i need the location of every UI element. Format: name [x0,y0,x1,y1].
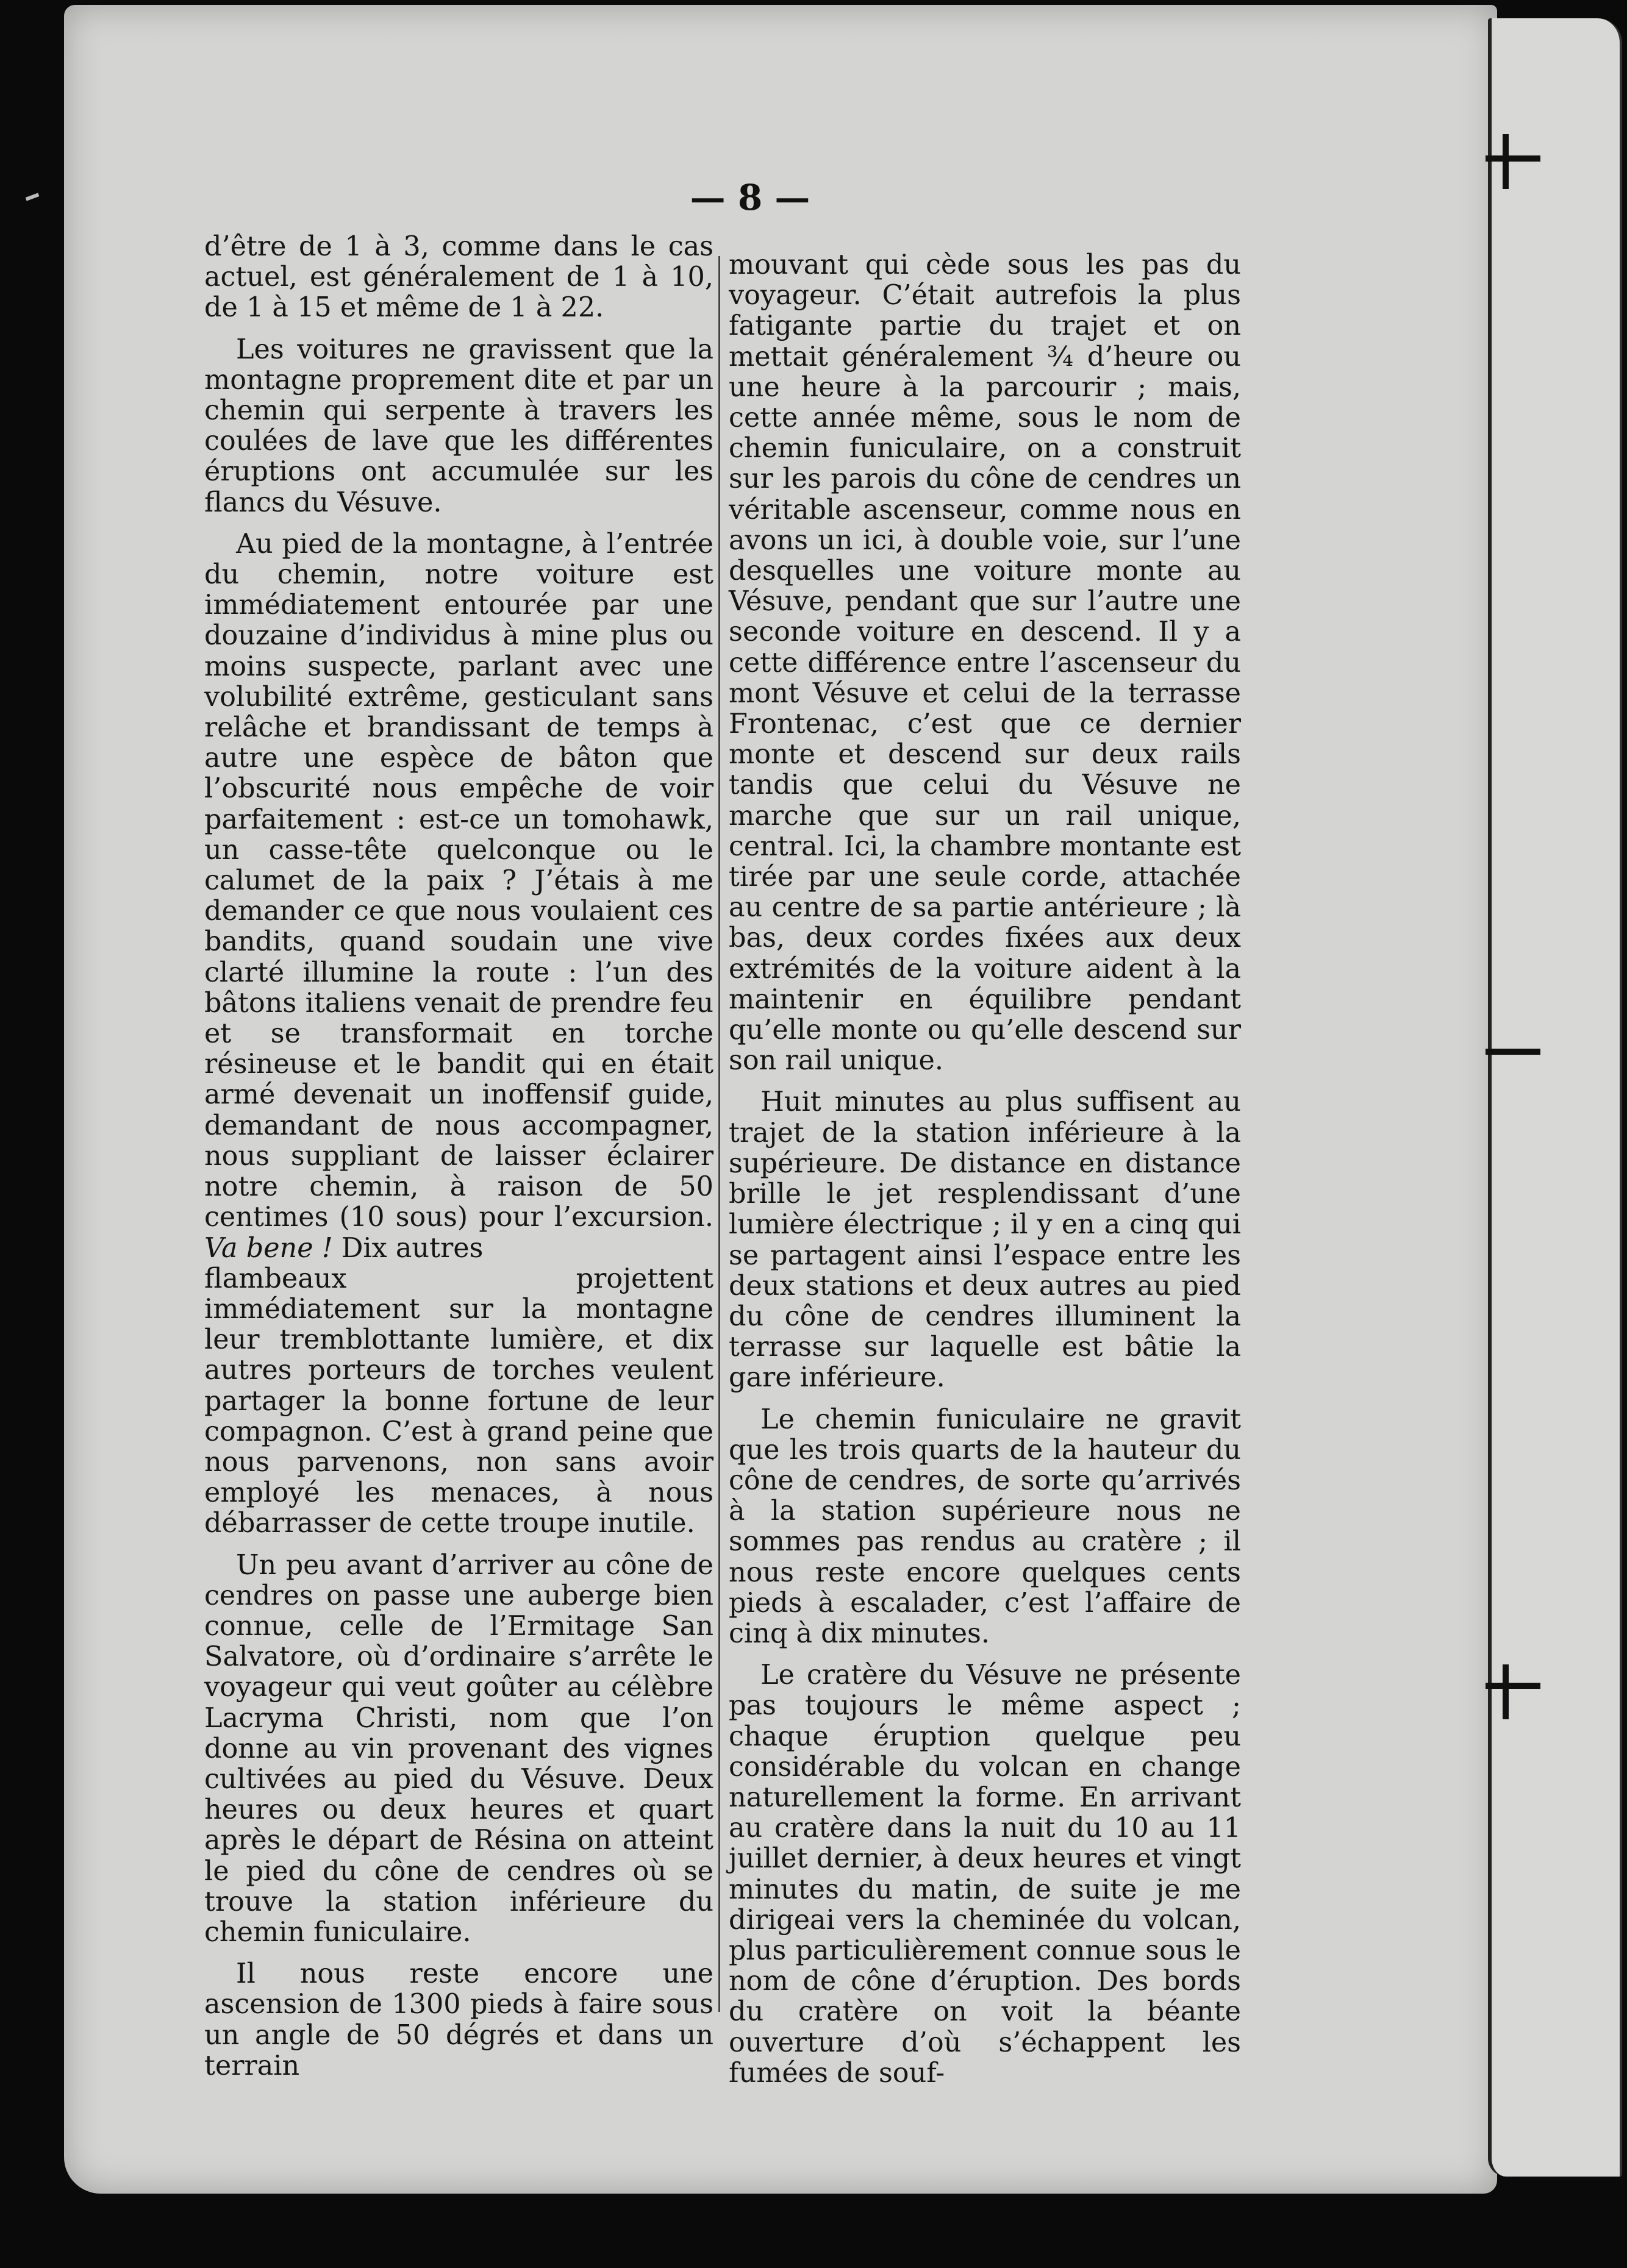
italic-phrase: Va bene ! [204,1232,333,1264]
paragraph: d’être de 1 à 3, comme dans le cas actuel, est généralement de 1 à 10, de 1 à 15 et même de 1 à 22. [204,231,713,324]
binding-mark [1503,134,1509,189]
left-column [204,232,713,2092]
binding-mark [1503,1664,1509,1719]
paragraph: Le cratère du Vésuve ne présente pas toujours le même aspect ; chaque éruption quelque peu considérable du volcan en change naturellement la forme. En arrivant au cratère dans la nuit du 10 au 11 juillet dernier, à deux heures et vingt minutes du matin, de suite je me dirigeai vers la cheminée du volcan, plus particulièrement connue sous le nom de cône d’éruption. Des bords du cratère on voit la béante ouverture d’où s’échappent les fumées de souf- [729,1660,1241,2089]
scan-artifact [26,193,40,201]
right-column [729,250,1241,2100]
column-rule [718,256,720,2012]
binding-mark [1486,155,1540,162]
paragraph: Il nous reste encore une ascension de 1300 pieds à faire sous un angle de 50 dégrés et dans un terrain [204,1958,713,2081]
paragraph: mouvant qui cède sous les pas du voyageur. C’était autrefois la plus fatigante partie du trajet et on mettait généralement ¾ d’heure ou une heure à la parcourir ; mais, cette année même, sous le nom de chemin funiculaire, on a construit sur les parois du cône de cendres un véritable ascenseur, comme nous en avons un ici, à double voie, sur l’une desquelles une voiture monte au Vésuve, pendant que sur l’autre une seconde voiture en descend. Il y a cette différence entre l’ascenseur du mont Vésuve et celui de la terrasse Frontenac, c’est que ce dernier monte et descend sur deux rails tandis que celui du Vésuve ne marche que sur un rail unique, central. Ici, la chambre montante est tirée par une seule corde, attachée au centre de sa partie antérieure ; là bas, deux cordes fixées aux deux extrémités de la voiture aident à la maintenir en équilibre pendant qu’elle monte ou qu’elle descend sur son rail unique. [729,249,1241,1077]
paragraph: flambeaux projettent immédiatement sur la montagne leur tremblottante lumière, et dix autres porteurs de torches veulent partager la bonne fortune de leur compagnon. C’est à grand peine que nous parvenons, non sans avoir employé les menaces, à nous débarrasser de cette troupe inutile. [204,1263,713,1539]
page-number: — 8 — [690,177,810,218]
binding-mark [1486,1683,1540,1689]
paragraph [204,529,713,1264]
binding-mark [1486,1049,1540,1055]
paragraph: Le chemin funiculaire ne gravit que les trois quarts de la hauteur du cône de cendres, de sorte qu’arrivés à la station supérieure nous ne sommes pas rendus au cratère ; il nous reste encore quelques cents pieds à escalader, c’est l’affaire de cinq à dix minutes. [729,1403,1241,1649]
page-edge [1488,18,1622,2177]
paragraph-text: Au pied de la montagne, à l’entrée du chemin, notre voiture est immédiatement entourée par une douzaine d’individus à mine plus ou moins suspecte, parlant avec une volubilité extrême, gesticulant sans relâche et brandissant de temps à autre une espèce de bâton que l’obscurité nous empêche de voir parfaitement : est-ce un tomohawk, un casse-tête quelconque ou le calumet de la paix ? J’étais à me demander ce que nous voulaient ces bandits, quand soudain une vive clarté illumine la route : l’un des bâtons italiens venait de prendre feu et se transformait en torche résineuse et le bandit qui en était armé devenait un inoffensif guide, demandant de nous accompagner, nous suppliant de laisser éclairer notre chemin, à raison de 50 centimes (10 sous) pour l’excursion. [204,528,713,1233]
paragraph: Les voitures ne gravissent que la montagne proprement dite et par un chemin qui serpente à travers les coulées de lave que les différentes éruptions ont accumulée sur les flancs du Vésuve. [204,333,713,518]
paragraph-text: Dix autres [332,1232,484,1264]
paragraph: Un peu avant d’arriver au cône de cendres on passe une auberge bien connue, celle de l’Ermitage San Salvatore, où d’ordinaire s’arrête le voyageur qui veut goûter au célèbre Lacryma Christi, nom que l’on donne au vin provenant des vignes cultivées au pied du Vésuve. Deux heures ou deux heures et quart après le départ de Résina on atteint le pied du cône de cendres où se trouve la station inférieure du chemin funiculaire. [204,1549,713,1948]
paragraph: Huit minutes au plus suffisent au trajet de la station inférieure à la supérieure. De distance en distance brille le jet resplendissant d’une lumière électrique ; il y en a cinq qui se partagent ainsi l’espace entre les deux stations et deux autres au pied du cône de cendres illuminent la terrasse sur laquelle est bâtie la gare inférieure. [729,1086,1241,1394]
